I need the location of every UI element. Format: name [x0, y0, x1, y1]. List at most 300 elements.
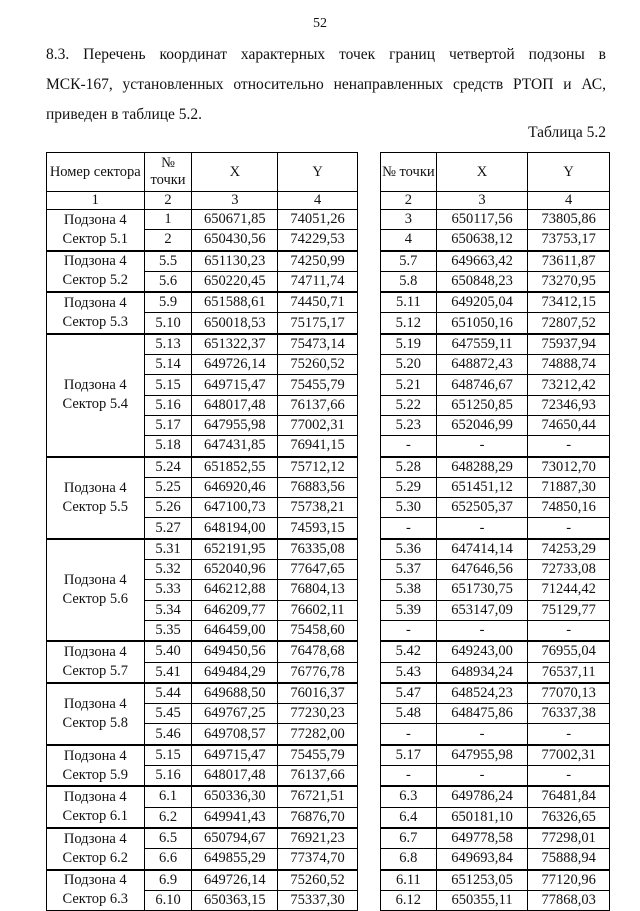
x-cell: 648017,48: [192, 766, 278, 787]
point-cell: -: [381, 518, 437, 539]
point-cell: 6.2: [144, 807, 192, 828]
y-cell: 74650,44: [528, 415, 610, 435]
point-cell: 5.14: [144, 355, 192, 375]
x-cell: 652505,37: [436, 498, 528, 518]
table-row: [381, 620, 610, 641]
sector-cell: [47, 210, 145, 251]
table-row: [381, 849, 610, 870]
x-cell: 650671,85: [192, 210, 278, 230]
table-row: [381, 766, 610, 787]
y-cell: 76481,84: [528, 786, 610, 807]
sector-label-line: Подзона 4: [63, 253, 127, 270]
y-cell: 76537,11: [528, 662, 610, 683]
x-cell: 650220,45: [192, 271, 278, 292]
y-cell: 76776,78: [278, 662, 358, 683]
sector-cell: [47, 828, 145, 870]
table-row: [381, 355, 610, 375]
y-cell: 73012,70: [528, 457, 610, 478]
y-cell: 74593,15: [278, 518, 358, 539]
table-row: [381, 683, 610, 704]
column-header-y: Y: [278, 153, 358, 192]
point-cell: 5.38: [381, 580, 437, 600]
point-cell: 5.33: [144, 580, 192, 600]
column-number: 2: [144, 192, 192, 210]
sector-label-line: Сектор 5.7: [62, 663, 129, 680]
y-cell: 71244,42: [528, 580, 610, 600]
point-cell: 5.17: [381, 745, 437, 766]
y-cell: 74250,99: [278, 251, 358, 272]
column-header-y: Y: [528, 153, 610, 192]
y-cell: 76876,70: [278, 807, 358, 828]
sector-label-line: Подзона 4: [63, 211, 127, 228]
y-cell: 76941,15: [278, 436, 358, 457]
table-row: [47, 683, 358, 704]
point-cell: -: [381, 620, 437, 641]
coordinates-table-left: [46, 152, 358, 911]
y-cell: 75458,60: [278, 620, 358, 641]
sector-cell: [47, 683, 145, 745]
point-cell: 5.18: [144, 436, 192, 457]
page-number: 52: [313, 16, 327, 31]
point-cell: 5.11: [381, 292, 437, 313]
column-number: 4: [278, 192, 358, 210]
sector-cell: [47, 251, 145, 293]
table-row: [381, 518, 610, 539]
point-cell: 5.23: [381, 415, 437, 435]
table-row: [47, 210, 358, 230]
x-cell: 651852,55: [192, 457, 278, 478]
point-cell: 5.34: [144, 600, 192, 620]
y-cell: 73611,87: [528, 251, 610, 272]
sector-cell: [47, 745, 145, 787]
sector-cell: [47, 334, 145, 457]
point-cell: -: [381, 766, 437, 787]
y-cell: 74888,74: [528, 355, 610, 375]
x-cell: 649688,50: [192, 683, 278, 704]
table-row: [381, 415, 610, 435]
x-cell: 649243,00: [436, 641, 528, 662]
table-row: [47, 292, 358, 313]
point-cell: 5.42: [381, 641, 437, 662]
y-cell: 75455,79: [278, 745, 358, 766]
point-cell: 6.6: [144, 849, 192, 870]
column-number: 2: [381, 192, 437, 210]
table-row: [381, 498, 610, 518]
y-cell: 72733,08: [528, 560, 610, 580]
table-row: [381, 600, 610, 620]
sector-label-line: Подзона 4: [63, 830, 127, 847]
point-cell: 5.16: [144, 766, 192, 787]
point-cell: 1: [144, 210, 192, 230]
table-row: [381, 334, 610, 355]
point-cell: 5.15: [144, 375, 192, 395]
sector-cell: [47, 539, 145, 641]
point-cell: 5.41: [144, 662, 192, 683]
y-cell: 74450,71: [278, 292, 358, 313]
x-cell: 651322,37: [192, 334, 278, 355]
sector-label-line: Подзона 4: [63, 789, 127, 806]
sector-label-line: Сектор 5.8: [62, 714, 129, 731]
point-cell: -: [381, 436, 437, 457]
point-cell: 5.36: [381, 539, 437, 560]
column-number: 4: [528, 192, 610, 210]
column-header-x: X: [436, 153, 528, 192]
x-cell: 649726,14: [192, 870, 278, 891]
point-cell: 5.46: [144, 724, 192, 745]
point-cell: 5.22: [381, 395, 437, 415]
x-cell: 652046,99: [436, 415, 528, 435]
point-cell: 5.30: [381, 498, 437, 518]
x-cell: 647559,11: [436, 334, 528, 355]
point-cell: 5.17: [144, 415, 192, 435]
x-cell: 650638,12: [436, 230, 528, 251]
y-cell: 77230,23: [278, 704, 358, 724]
y-cell: 76326,65: [528, 807, 610, 828]
x-cell: 649708,57: [192, 724, 278, 745]
table-row: [381, 828, 610, 849]
x-cell: 650181,10: [436, 807, 528, 828]
sector-label-line: Сектор 6.1: [62, 808, 129, 825]
x-cell: 650363,15: [192, 890, 278, 910]
x-cell: 647646,56: [436, 560, 528, 580]
x-cell: 647955,98: [436, 745, 528, 766]
x-cell: 650336,30: [192, 786, 278, 807]
x-cell: 646459,00: [192, 620, 278, 641]
y-cell: 75129,77: [528, 600, 610, 620]
sector-label-line: Подзона 4: [63, 747, 127, 764]
y-cell: 77647,65: [278, 560, 358, 580]
x-cell: 648934,24: [436, 662, 528, 683]
table-caption: Таблица 5.2: [528, 124, 606, 141]
y-cell: 71887,30: [528, 477, 610, 497]
y-cell: 72346,93: [528, 395, 610, 415]
point-cell: 5.28: [381, 457, 437, 478]
y-cell: 75175,17: [278, 313, 358, 334]
x-cell: 651130,23: [192, 251, 278, 272]
x-cell: 649726,14: [192, 355, 278, 375]
table-row: [47, 786, 358, 807]
x-cell: 648475,86: [436, 704, 528, 724]
table-row: [47, 870, 358, 891]
y-cell: 74711,74: [278, 271, 358, 292]
x-cell: 649663,42: [436, 251, 528, 272]
x-cell: -: [436, 518, 528, 539]
point-cell: 5.9: [144, 292, 192, 313]
table-row: [47, 745, 358, 766]
x-cell: 649715,47: [192, 375, 278, 395]
x-cell: 653147,09: [436, 600, 528, 620]
table-row: [381, 230, 610, 251]
x-cell: 647414,14: [436, 539, 528, 560]
point-cell: 5.5: [144, 251, 192, 272]
x-cell: 650430,56: [192, 230, 278, 251]
point-cell: 5.10: [144, 313, 192, 334]
sector-label-line: Сектор 5.6: [62, 590, 129, 607]
x-cell: 649693,84: [436, 849, 528, 870]
y-cell: 77282,00: [278, 724, 358, 745]
table-row: [47, 641, 358, 662]
y-cell: 75888,94: [528, 849, 610, 870]
x-cell: 652040,96: [192, 560, 278, 580]
point-cell: 5.39: [381, 600, 437, 620]
y-cell: 72807,52: [528, 313, 610, 334]
y-cell: 76335,08: [278, 539, 358, 560]
sector-label-line: Подзона 4: [63, 377, 127, 394]
y-cell: 73805,86: [528, 210, 610, 230]
table-row: [381, 210, 610, 230]
sector-label-line: Подзона 4: [63, 872, 127, 889]
sector-label-line: Сектор 6.2: [62, 849, 129, 866]
point-cell: 5.8: [381, 271, 437, 292]
x-cell: 648194,00: [192, 518, 278, 539]
y-cell: 74051,26: [278, 210, 358, 230]
column-header-sector: Номер сектора: [47, 153, 145, 192]
sector-label-line: Подзона 4: [63, 571, 127, 588]
x-cell: 646920,46: [192, 477, 278, 497]
y-cell: 77002,31: [528, 745, 610, 766]
x-cell: 651730,75: [436, 580, 528, 600]
y-cell: 74253,29: [528, 539, 610, 560]
point-cell: 6.9: [144, 870, 192, 891]
point-cell: 5.29: [381, 477, 437, 497]
point-cell: 5.45: [144, 704, 192, 724]
y-cell: 76921,23: [278, 828, 358, 849]
sector-label-line: Сектор 5.9: [62, 766, 129, 783]
point-cell: 5.19: [381, 334, 437, 355]
table-row: [381, 641, 610, 662]
point-cell: 5.24: [144, 457, 192, 478]
sector-label-line: Подзона 4: [63, 644, 127, 661]
y-cell: -: [528, 518, 610, 539]
point-cell: 5.26: [144, 498, 192, 518]
x-cell: 649941,43: [192, 807, 278, 828]
x-cell: 649205,04: [436, 292, 528, 313]
x-cell: 649767,25: [192, 704, 278, 724]
x-cell: 649450,56: [192, 641, 278, 662]
table-row: [47, 457, 358, 478]
point-cell: 6.12: [381, 890, 437, 910]
intro-line: МСК-167, установленных относительно ненаправленных средств РТОП и АС,: [46, 76, 606, 93]
table-row: [381, 539, 610, 560]
point-cell: 5.16: [144, 395, 192, 415]
x-cell: 651050,16: [436, 313, 528, 334]
x-cell: -: [436, 620, 528, 641]
sector-label-line: Сектор 5.3: [62, 313, 129, 330]
y-cell: 73753,17: [528, 230, 610, 251]
sector-label-line: Сектор 5.2: [62, 272, 129, 289]
right-table-body: [381, 210, 610, 911]
table-row: [381, 375, 610, 395]
y-cell: -: [528, 724, 610, 745]
point-cell: 5.43: [381, 662, 437, 683]
y-cell: 77070,13: [528, 683, 610, 704]
point-cell: 5.48: [381, 704, 437, 724]
point-cell: 5.7: [381, 251, 437, 272]
point-cell: 6.5: [144, 828, 192, 849]
table-row: [381, 580, 610, 600]
table-row: [381, 890, 610, 910]
x-cell: 646209,77: [192, 600, 278, 620]
point-cell: 6.7: [381, 828, 437, 849]
x-cell: 650794,67: [192, 828, 278, 849]
y-cell: 75473,14: [278, 334, 358, 355]
sector-label-line: Подзона 4: [63, 695, 127, 712]
x-cell: -: [436, 724, 528, 745]
y-cell: 73270,95: [528, 271, 610, 292]
y-cell: -: [528, 766, 610, 787]
x-cell: 651253,05: [436, 870, 528, 891]
y-cell: 75455,79: [278, 375, 358, 395]
point-cell: 6.11: [381, 870, 437, 891]
table-row: [47, 828, 358, 849]
point-cell: 6.1: [144, 786, 192, 807]
point-cell: 5.21: [381, 375, 437, 395]
point-cell: 5.40: [144, 641, 192, 662]
y-cell: 76883,56: [278, 477, 358, 497]
y-cell: 76016,37: [278, 683, 358, 704]
y-cell: 77120,96: [528, 870, 610, 891]
x-cell: 649778,58: [436, 828, 528, 849]
table-row: [47, 251, 358, 272]
y-cell: 76337,38: [528, 704, 610, 724]
x-cell: 650355,11: [436, 890, 528, 910]
y-cell: 76955,04: [528, 641, 610, 662]
x-cell: 652191,95: [192, 539, 278, 560]
y-cell: 75337,30: [278, 890, 358, 910]
coordinates-table-right: [380, 152, 610, 911]
y-cell: 76602,11: [278, 600, 358, 620]
y-cell: 77298,01: [528, 828, 610, 849]
column-header-x: X: [192, 153, 278, 192]
sector-label-line: Сектор 5.1: [62, 230, 129, 247]
table-row: [381, 704, 610, 724]
point-cell: 5.32: [144, 560, 192, 580]
y-cell: 76804,13: [278, 580, 358, 600]
point-cell: 5.47: [381, 683, 437, 704]
point-cell: 5.6: [144, 271, 192, 292]
x-cell: 650117,56: [436, 210, 528, 230]
sector-label-line: Сектор 5.4: [62, 396, 129, 413]
x-cell: 648288,29: [436, 457, 528, 478]
table-row: [381, 251, 610, 272]
y-cell: 74229,53: [278, 230, 358, 251]
intro-line: приведен в таблице 5.2.: [46, 106, 203, 123]
sector-label-line: Сектор 5.5: [62, 498, 129, 515]
intro-paragraph: [46, 40, 606, 130]
x-cell: 650848,23: [436, 271, 528, 292]
y-cell: 77374,70: [278, 849, 358, 870]
column-header-point: № точки: [144, 153, 192, 192]
column-header-point: № точки: [381, 153, 437, 192]
y-cell: 75712,12: [278, 457, 358, 478]
point-cell: 5.35: [144, 620, 192, 641]
sector-label-line: Подзона 4: [63, 294, 127, 311]
x-cell: 650018,53: [192, 313, 278, 334]
point-cell: 6.3: [381, 786, 437, 807]
point-cell: 6.4: [381, 807, 437, 828]
x-cell: 651451,12: [436, 477, 528, 497]
y-cell: 73212,42: [528, 375, 610, 395]
table-row: [47, 334, 358, 355]
y-cell: 76478,68: [278, 641, 358, 662]
point-cell: 5.31: [144, 539, 192, 560]
table-row: [381, 271, 610, 292]
x-cell: -: [436, 766, 528, 787]
table-row: [381, 662, 610, 683]
sector-cell: [47, 457, 145, 539]
table-row: [381, 560, 610, 580]
table-row: [381, 436, 610, 457]
point-cell: 5.27: [144, 518, 192, 539]
sector-cell: [47, 641, 145, 683]
y-cell: 76137,66: [278, 395, 358, 415]
y-cell: 73412,15: [528, 292, 610, 313]
x-cell: 651250,85: [436, 395, 528, 415]
y-cell: 77002,31: [278, 415, 358, 435]
y-cell: 76721,51: [278, 786, 358, 807]
point-cell: -: [381, 724, 437, 745]
table-row: [381, 395, 610, 415]
table-row: [47, 539, 358, 560]
table-row: [381, 724, 610, 745]
table-row: [381, 313, 610, 334]
y-cell: 75738,21: [278, 498, 358, 518]
y-cell: 75937,94: [528, 334, 610, 355]
point-cell: 2: [144, 230, 192, 251]
x-cell: 648872,43: [436, 355, 528, 375]
x-cell: 649715,47: [192, 745, 278, 766]
point-cell: 3: [381, 210, 437, 230]
column-number: 1: [47, 192, 145, 210]
table-row: [381, 870, 610, 891]
point-cell: 5.37: [381, 560, 437, 580]
sector-label-line: Сектор 6.3: [62, 891, 129, 908]
table-row: [381, 786, 610, 807]
point-cell: 5.15: [144, 745, 192, 766]
y-cell: 77868,03: [528, 890, 610, 910]
sector-label-line: Подзона 4: [63, 479, 127, 496]
column-number: 3: [192, 192, 278, 210]
point-cell: 5.44: [144, 683, 192, 704]
x-cell: -: [436, 436, 528, 457]
table-row: [381, 745, 610, 766]
x-cell: 648524,23: [436, 683, 528, 704]
intro-line: 8.3. Перечень координат характерных точек границ четвертой подзоны в: [46, 46, 606, 63]
y-cell: 75260,52: [278, 870, 358, 891]
table-row: [381, 292, 610, 313]
y-cell: 74850,16: [528, 498, 610, 518]
table-row: [381, 807, 610, 828]
point-cell: 5.20: [381, 355, 437, 375]
x-cell: 648746,67: [436, 375, 528, 395]
x-cell: 649786,24: [436, 786, 528, 807]
sector-cell: [47, 786, 145, 828]
x-cell: 649855,29: [192, 849, 278, 870]
table-row: [381, 457, 610, 478]
y-cell: 76137,66: [278, 766, 358, 787]
point-cell: 4: [381, 230, 437, 251]
point-cell: 5.12: [381, 313, 437, 334]
x-cell: 649484,29: [192, 662, 278, 683]
x-cell: 648017,48: [192, 395, 278, 415]
table-row: [381, 477, 610, 497]
point-cell: 6.8: [381, 849, 437, 870]
x-cell: 647955,98: [192, 415, 278, 435]
column-number: 3: [436, 192, 528, 210]
point-cell: 5.13: [144, 334, 192, 355]
y-cell: -: [528, 620, 610, 641]
sector-cell: [47, 870, 145, 911]
